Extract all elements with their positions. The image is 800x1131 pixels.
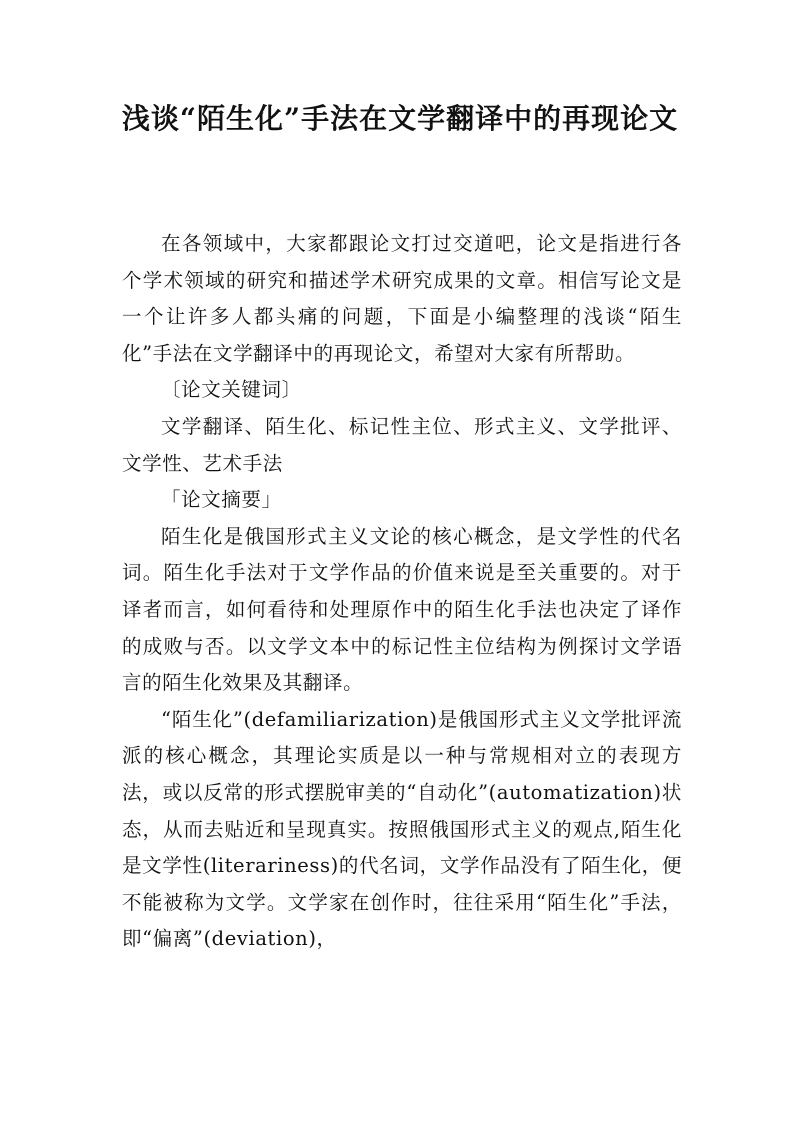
intro-paragraph: 在各领域中，大家都跟论文打过交道吧，论文是指进行各个学术领域的研究和描述学术研究成果的文章。相信写论文是一个让许多人都头痛的问题，下面是小编整理的浅谈“陌生化”手法在文学翻译中的再现论文，希望对大家有所帮助。 xyxy=(122,232,682,365)
abstract-label: 「论文摘要」 xyxy=(161,488,282,512)
keywords-paragraph: 文学翻译、陌生化、标记性主位、形式主义、文学批评、文学性、艺术手法 xyxy=(122,414,682,475)
document-body xyxy=(122,226,682,958)
abstract-paragraph: 陌生化是俄国形式主义文论的核心概念，是文学性的代名词。陌生化手法对于文学作品的价值来说是至关重要的。对于译者而言，如何看待和处理原作中的陌生化手法也决定了译作的成败与否。以文学文本中的标记性主位结构为例探讨文学语言的陌生化效果及其翻译。 xyxy=(122,524,682,695)
body-paragraph: “陌生化”(defamiliarization)是俄国形式主义文学批评流派的核心概念，其理论实质是以一种与常规相对立的表现方法，或以反常的形式摆脱审美的“自动化”(automatization)状态，从而去贴近和呈现真实。按照俄国形式主义的观点,陌生化是文学性(literariness)的代名词，文学作品没有了陌生化，便不能被称为文学。文学家在创作时，往往采用“陌生化”手法，即“偏离”(deviation)， xyxy=(122,707,682,951)
keywords-label: 〔论文关键词〕 xyxy=(161,378,302,402)
document-title: 浅谈“陌生化”手法在文学翻译中的再现论文 xyxy=(121,102,679,135)
